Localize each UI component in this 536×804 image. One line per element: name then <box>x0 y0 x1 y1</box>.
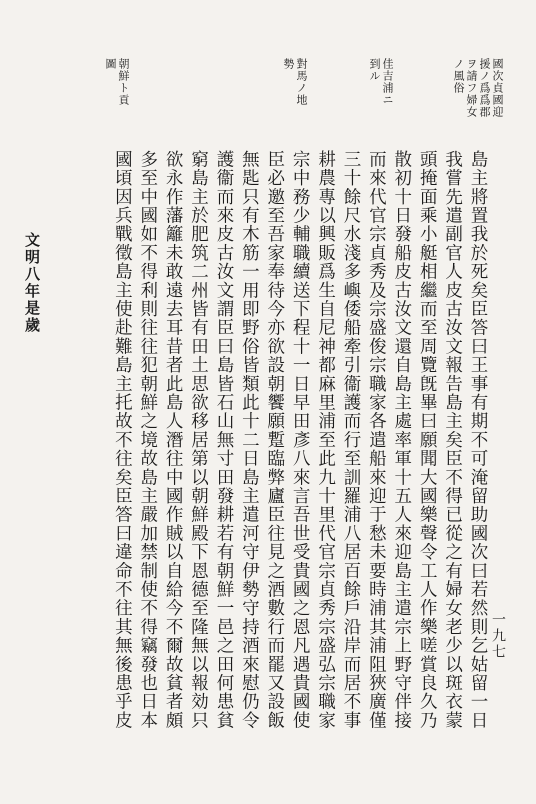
text-column: 頭掩面乘小艇相繼而至周覽旣畢曰願聞大國樂聲令工人作樂嗟賞良久乃 <box>417 150 438 730</box>
headnote: 國次貞國迎援ノ爲爲郡ヲ請フ婦女ノ風俗 <box>452 58 504 118</box>
headnote: 朝鮮ト貢圖 <box>104 58 130 106</box>
text-column: 欲永作藩籬未敢遠去耳昔者此島人潛往中國作賊以自給今不爾故貧者頗 <box>163 150 184 730</box>
page-number: 一九七 <box>490 612 506 660</box>
text-column: 國頃因兵戰徵島主使赴難島主托故不往矣臣答曰違命不往其無後患乎皮 <box>112 150 133 730</box>
text-column: 臣必邀至吾家奉待今亦欲設朝饗願蹔臨弊廬臣往見之酒數行而罷又設飯 <box>264 150 285 730</box>
text-column: 窮島主於肥筑二州皆有田土思欲移居第以朝鮮殿下恩德至隆無以報効只 <box>188 150 209 730</box>
text-column: 而來代官宗貞秀及宗盛俊宗職家各遣船來迎于愁未要時浦其浦阻狹廣僅 <box>366 150 387 730</box>
text-column: 我嘗先遣副官人皮古汝文報告島主矣臣不得已從之有婦女老少以斑衣蒙 <box>442 150 463 730</box>
text-column: 耕農專以興販爲生自尼神都麻里浦至此九十里代官宗貞秀宗盛弘宗職家 <box>315 150 336 730</box>
text-column: 散初十日發船皮古汝文還自島主處率軍十五人來迎島主遣宗上野守伴接 <box>391 150 412 730</box>
text-column: 宗中務少輔職續送下程十一日早田彥八來言吾世受貴國之恩凡遇貴國使 <box>290 150 311 730</box>
text-column: 護衞而來皮古汝文謂臣曰島皆石山無寸田發耕若有朝鮮一邑之田何患貧 <box>213 150 234 730</box>
text-column: 島主將置我於死矣臣答曰王事有期不可淹留助國次曰若然則乞姑留一日 <box>468 150 488 730</box>
running-head: 文明八年是歲 <box>23 232 41 334</box>
headnote: 佳吉浦ニ到ル <box>368 58 394 106</box>
text-column: 多至中國如不得利則往往犯朝鮮之境故島主嚴加禁制使不得竊發也日本 <box>137 150 158 730</box>
body-text <box>58 150 490 786</box>
text-column: 三十餘尺水淺多嶼倭船牽引衞護而行至訓羅浦八居百餘戶沿岸而居不事 <box>340 150 361 730</box>
headnote: 對馬ノ地勢 <box>282 58 308 106</box>
text-column: 無匙只有木筋一用即野俗皆類此十二日島主遣河守伊勢守持酒來慰仍令 <box>239 150 260 730</box>
